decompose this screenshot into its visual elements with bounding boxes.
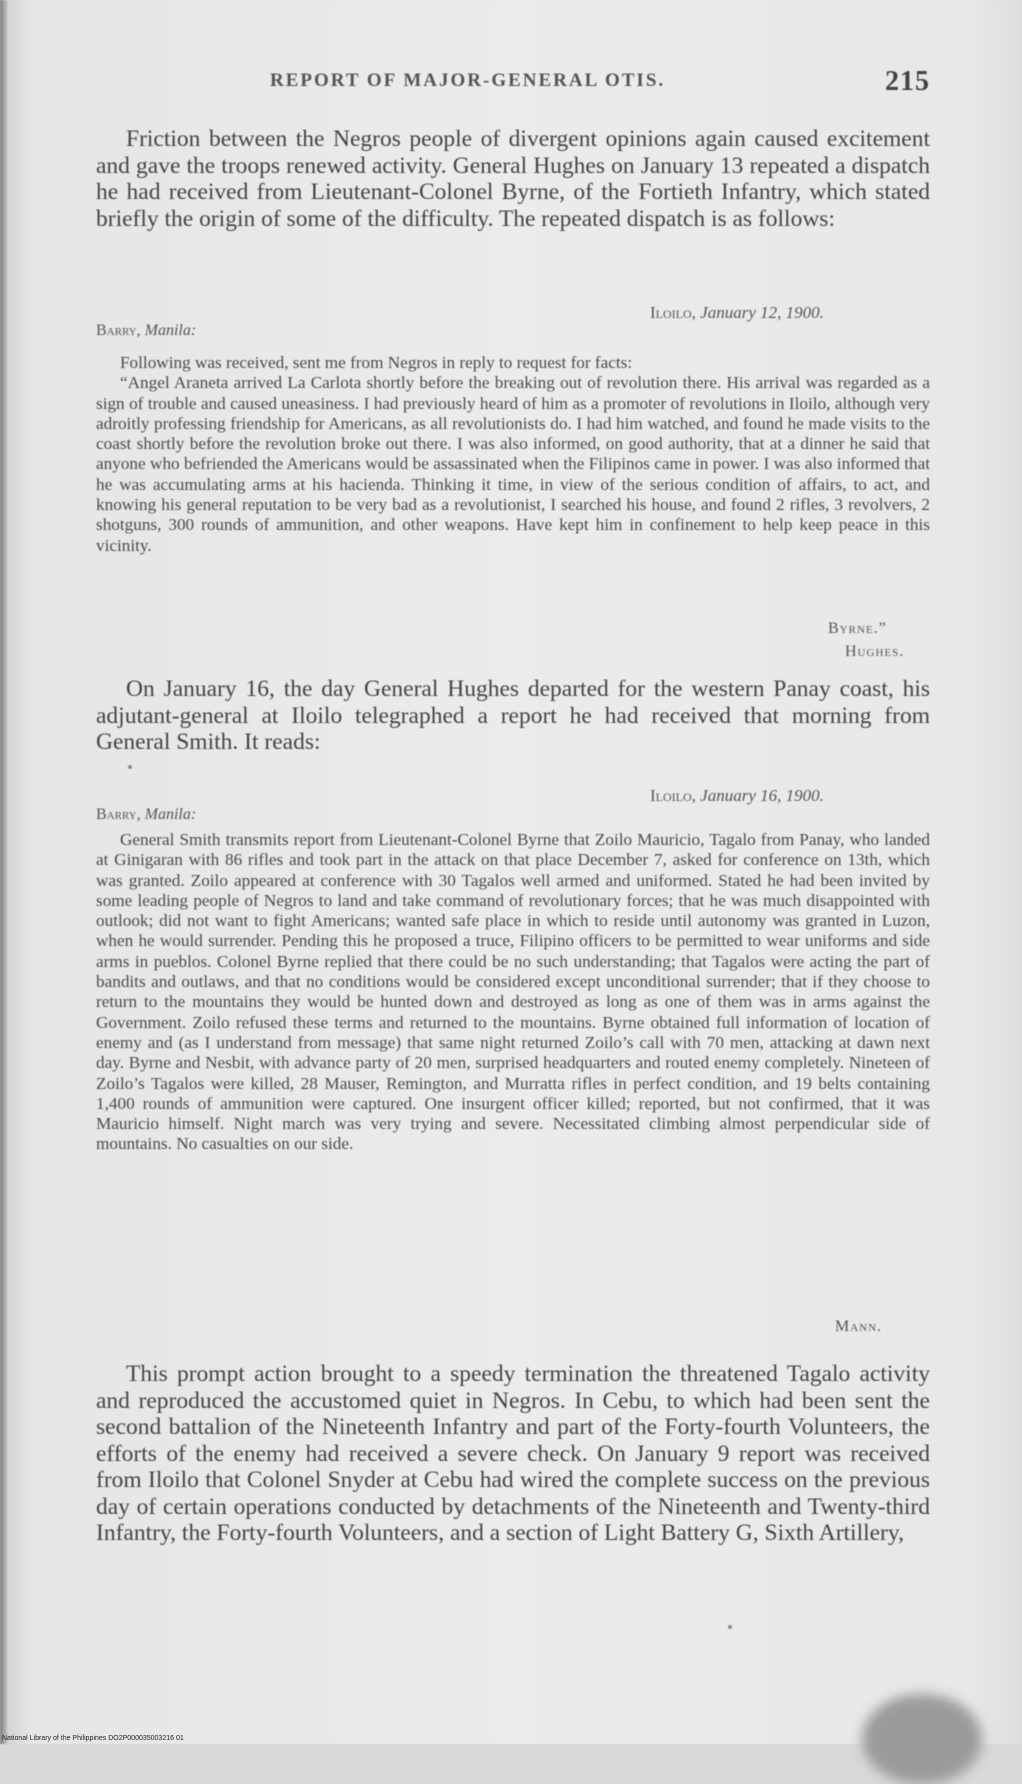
speck-mark [128, 765, 132, 769]
dispatch-2-body: General Smith transmits report from Lieutenant-Colonel Byrne that Zoilo Mauricio, Tagalo from Panay, who landed at Ginigaran with 86 rifles and took part in the attack on that place December 7, asked for conference on 13th, which was granted. Zoilo appeared at conference with 30 Tagalos well armed and uniformed. Stated he had been invited by some leading people of Negros to land and take command of revolutionary forces; that he was much disappointed with outlook; did not want to fight Americans; wanted safe place in which to reside until autonomy was granted in Luzon, when he would surrender. Pending this he proposed a truce, Filipino officers to be permitted to wear uniforms and side arms in pueblos. Colonel Byrne replied that there could be no such understanding; that Tagalos were acting the part of bandits and outlaws, and that no conditions would be considered except unconditional surrender; that if they choose to return to the mountains they would be hunted down and destroyed as long as one of them was in arms against the Government. Zoilo refused these terms and returned to the mountains. Byrne obtained full information of location of enemy and (as I understand from message) that same night returned Zoilo’s call with 70 men, attacking at dawn next day. Byrne and Nesbit, with advance party of 20 men, surprised headquarters and routed enemy completely. Nineteen of Zoilo’s Tagalos were killed, 28 Mauser, Remington, and Murratta rifles in perfect condition, and 19 belts containing 1,400 rounds of ammunition were captured. One insurgent officer killed; reported, but not confirmed, that it was Mauricio himself. Night march was very trying and severe. Necessitated climbing almost perpendicular side of mountains. No casualties on our side. [96, 830, 930, 1154]
addressee-1-name: Barry, [96, 322, 141, 339]
addressee-1 [96, 322, 196, 340]
dispatch-2-signature: Mann. [835, 1318, 883, 1335]
paragraph-prompt-action: This prompt action brought to a speedy termination the threatened Tagalo activity and reproduced the accustomed quiet in Negros. In Cebu, to which had been sent the second battalion of the Nineteenth Infantry and part of the Forty-fourth Volunteers, the efforts of the enemy had received a severe check. On January 9 report was received from Iloilo that Colonel Snyder at Cebu had wired the complete success on the previous day of certain operations conducted by detachments of the Nineteenth and Twenty-third Infantry, the Forty-fourth Volunteers, and a section of Light Battery G, Sixth Artillery, [96, 1361, 930, 1546]
dispatch-1-intro: Following was received, sent me from Negros in reply to request for facts: [120, 353, 633, 372]
page-spine-shadow [0, 0, 8, 1744]
paragraph-friction: Friction between the Negros people of divergent opinions again caused excitement and gave the troops renewed activity. General Hughes on January 13 repeated a dispatch he had received from Lieutenant-Colonel Byrne, of the Fortieth Infantry, which stated briefly the origin of some of the difficulty. The repeated dispatch is as follows: [96, 126, 930, 232]
addressee-2 [96, 806, 196, 824]
speck-mark [728, 1625, 732, 1629]
dateline-2 [650, 786, 824, 806]
scan-footer: National Library of the Philippines DO2P000035003216 01 [2, 1735, 184, 1742]
page-number: 215 [885, 66, 930, 97]
paragraph-january-16: On January 16, the day General Hughes departed for the western Panay coast, his adjutant-general at Iloilo telegraphed a report he had received that morning from General Smith. It reads: [96, 676, 930, 755]
addressee-1-city: Manila: [144, 322, 197, 339]
dispatch-2-text [96, 830, 930, 1155]
dateline-1-date: January 12, 1900. [700, 303, 824, 322]
dispatch-1-inner-signature: Byrne.” [828, 620, 887, 637]
dateline-2-place: Iloilo, [650, 786, 696, 805]
dateline-1-place: Iloilo, [650, 303, 696, 322]
dispatch-1-text [96, 353, 930, 556]
dateline-1 [650, 303, 824, 323]
dispatch-1-signature: Hughes. [845, 643, 905, 660]
addressee-2-name: Barry, [96, 806, 141, 823]
dispatch-1-body: “Angel Araneta arrived La Carlota shortly before the breaking out of revolution there. His arrival was regarded as a sign of trouble and caused uneasiness. I had previously heard of him as a promoter of revolutions in Iloilo, although very adroitly professing friendship for Americans, as all revolutionists do. I had him watched, and found he made visits to the coast shortly before the revolution broke out there. I was also informed, on good authority, that at a dinner he said that anyone who befriended the Americans would be assassinated when the Filipinos came in power. I was also informed that he was accumulating arms at his hacienda. Thinking it time, in view of the serious condition of affairs, to act, and knowing his general reputation to be very bad as a revolutionist, I searched his house, and found 2 rifles, 3 revolvers, 2 shotguns, 300 rounds of ammunition, and other weapons. Have kept him in confinement to help keep peace in this vicinity. [96, 373, 930, 555]
addressee-2-city: Manila: [144, 806, 197, 823]
running-header-title: REPORT OF MAJOR-GENERAL OTIS. [270, 70, 666, 91]
dateline-2-date: January 16, 1900. [700, 786, 824, 805]
corner-shadow [862, 1694, 982, 1784]
